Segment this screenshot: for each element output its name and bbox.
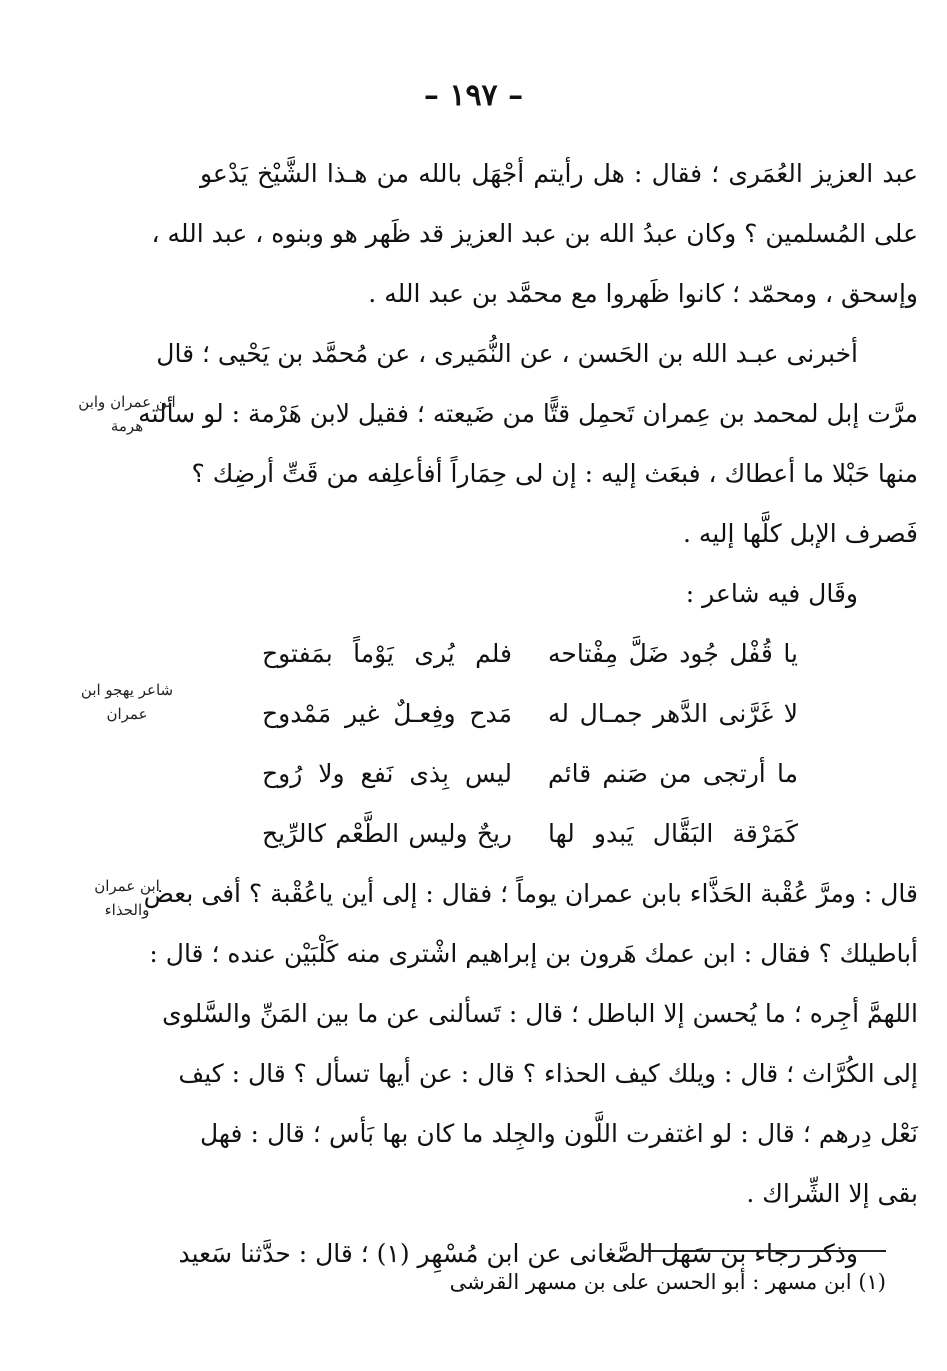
text-line: فَصرف الإبل كلَّها إليه . — [683, 519, 918, 548]
verse-second-hemistich: ريحٌ وليس الطَّعْم كالرِّيح — [262, 819, 512, 848]
margin-note: ابن عمران وابن هرمة — [78, 393, 176, 435]
margin-note: شاعر يهجو ابن عمران — [80, 681, 174, 723]
verse-first-hemistich: لا غَرَّنى الدَّهر جمـال له — [548, 699, 798, 728]
text-line: بقى إلا الشِّراك . — [746, 1179, 918, 1208]
text-line: وإسحق ، ومحمّد ؛ كانوا ظَهروا مع محمَّد بن عبد الله . — [368, 279, 918, 308]
text-line: أباطيلك ؟ فقال : ابن عمك هَرون بن إبراهيم اشْترى منه كَلْبَيْن عنده ؛ قال : — [149, 939, 918, 968]
text-line: عبد العزيز العُمَرى ؛ فقال : هل رأيتم أجْهَل بالله من هـذا الشَّيْخ يَدْعو — [200, 159, 918, 188]
footnote-rule — [642, 1250, 886, 1252]
text-line: مرَّت إبل لمحمد بن عِمران تَحمِل قتًّا من ضَيعته ؛ فقيل لابن هَرْمة : لو سألته — [138, 399, 918, 428]
text-line: أخبرنى عبـد الله بن الحَسن ، عن النُّمَيرى ، عن مُحمَّد بن يَحْيى ؛ قال — [156, 339, 858, 368]
verse-second-hemistich: فلم يُرى يَوْماً بمَفتوح — [262, 639, 512, 668]
poem-verse — [200, 630, 918, 690]
poem-verse — [200, 690, 918, 750]
verse-first-hemistich: كَمَرْقة البَقَّال يَبدو لها — [548, 819, 798, 848]
text-line: قال : ومرَّ عُقْبة الحَذَّاء بابن عمران يوماً ؛ فقال : إلى أين ياعُقْبة ؟ أفى بعض — [143, 879, 918, 908]
text-line: وذكر رجاء بن سَهل الصَّغانى عن ابن مُسْهِر (١) ؛ قال : حدَّثنا سَعيد — [178, 1239, 858, 1268]
verse-second-hemistich: مَدح وفِعـلٌ غير مَمْدوح — [262, 699, 512, 728]
text-line: وقَال فيه شاعر : — [685, 579, 858, 608]
text-line: إلى الكُرَّاث ؛ قال : ويلك كيف الحذاء ؟ قال : عن أيها تسأل ؟ قال : كيف — [178, 1059, 918, 1088]
poem-verse — [200, 810, 918, 870]
footnote: (١) ابن مسهر : أبو الحسن على بن مسهر القرشى — [449, 1270, 886, 1294]
text-line: على المُسلمين ؟ وكان عبدُ الله بن عبد العزيز قد ظَهر هو وبنوه ، عبد الله ، — [151, 219, 918, 248]
poem-verse — [200, 750, 918, 810]
verse-second-hemistich: ليس بِذى نَفع ولا رُوح — [262, 759, 512, 788]
text-line: اللهمَّ أجِره ؛ ما يُحسن إلا الباطل ؛ قال : تَسألنى عن ما بين المَنِّ والسَّلوى — [162, 999, 918, 1028]
main-text — [138, 150, 918, 1290]
margin-note: ابن عمران والحذاء — [94, 877, 160, 919]
text-line: منها حَبْلا ما أعطاك ، فبعَث إليه : إن لى حِمَاراً أفأعلِفه من قَتِّ أرضِك ؟ — [191, 459, 918, 488]
verse-first-hemistich: يا قُفْل جُود ضَلَّ مِفْتاحه — [548, 639, 798, 668]
page-number: – ١٩٧ – — [423, 78, 524, 113]
verse-first-hemistich: ما أرتجى من صَنم قائم — [548, 759, 798, 788]
text-line: نَعْل دِرهم ؛ قال : لو اغتفرت اللَّون والجِلد ما كان بها بَأس ؛ قال : فهل — [200, 1119, 918, 1148]
